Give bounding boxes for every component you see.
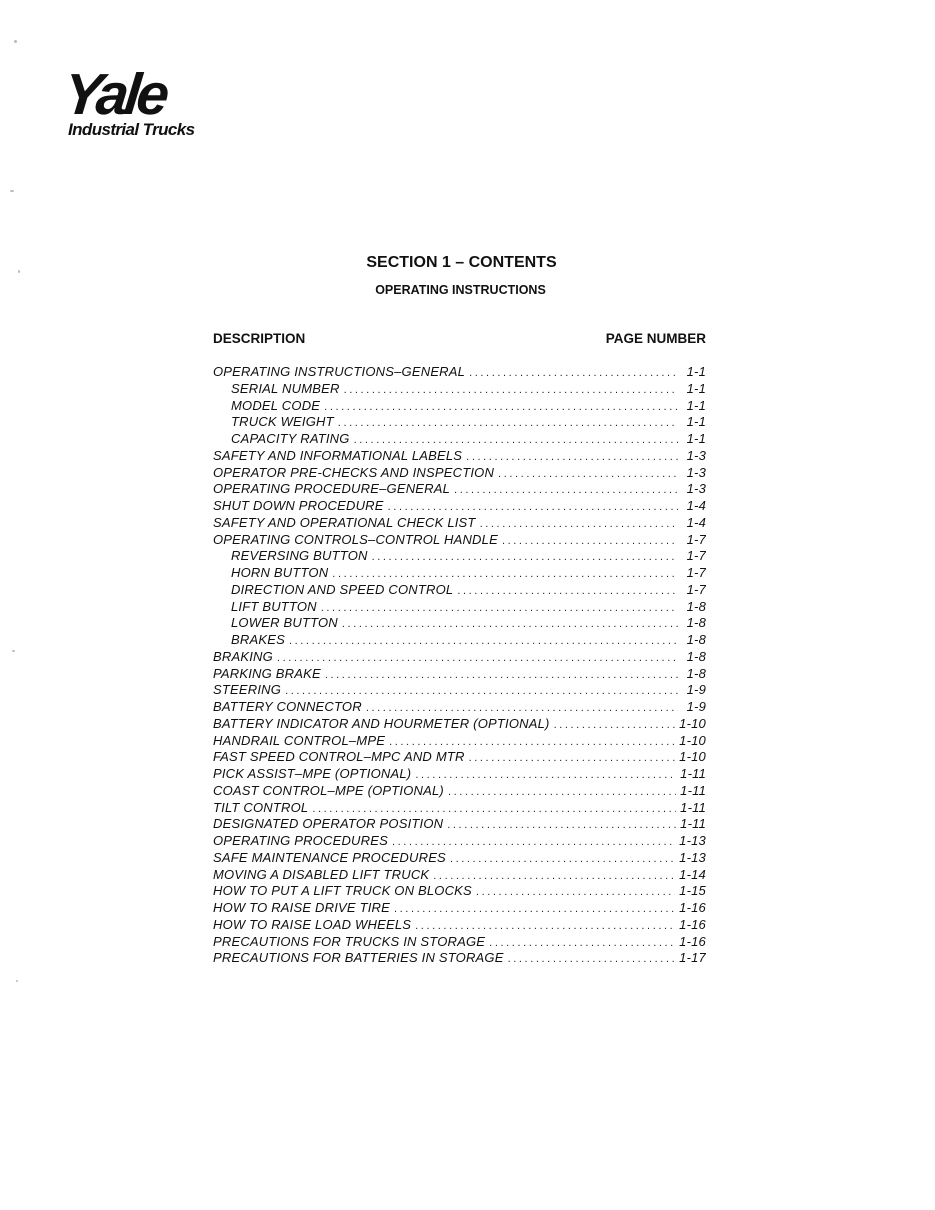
toc-entry-title: LIFT BUTTON xyxy=(231,598,317,614)
toc-entry xyxy=(213,381,706,398)
logo-brand: Yale xyxy=(60,62,169,127)
toc-dot-leader xyxy=(388,499,678,515)
scan-speck xyxy=(14,40,17,43)
toc-dot-leader xyxy=(338,415,678,431)
toc-entry xyxy=(213,599,706,616)
toc-entry-title: TILT CONTROL xyxy=(213,799,309,815)
toc-entry-page: 1-8 xyxy=(686,615,706,631)
toc-entry-title: OPERATOR PRE-CHECKS AND INSPECTION xyxy=(213,464,495,480)
toc-entry xyxy=(213,364,706,381)
toc-entry-page: 1-14 xyxy=(679,866,706,882)
toc-entry-title: PARKING BRAKE xyxy=(213,665,321,681)
toc-dot-leader xyxy=(433,868,675,884)
toc-entry-page: 1-7 xyxy=(686,548,706,564)
toc-entry xyxy=(213,448,706,465)
toc-entry xyxy=(213,515,706,532)
toc-entry-page: 1-13 xyxy=(679,849,706,865)
toc-entry-title: CAPACITY RATING xyxy=(231,431,350,446)
toc-dot-leader xyxy=(321,600,678,616)
toc-dot-leader xyxy=(354,432,678,448)
toc-entry-page: 1-9 xyxy=(686,682,706,698)
toc-entry-title: HORN BUTTON xyxy=(231,565,329,580)
toc-entry-page: 1-8 xyxy=(686,598,706,614)
toc-entry-page: 1-8 xyxy=(686,665,706,681)
toc-entry-page: 1-1 xyxy=(686,397,706,413)
toc-entry-title: BRAKING xyxy=(213,648,273,664)
toc-entry-title: BATTERY INDICATOR AND HOURMETER (OPTIONAL) xyxy=(213,715,550,731)
toc-entry xyxy=(213,950,706,967)
toc-entry-title: COAST CONTROL–MPE (OPTIONAL) xyxy=(213,782,444,798)
toc-entry xyxy=(213,867,706,884)
toc-dot-leader xyxy=(508,951,676,967)
toc-entry-page: 1-1 xyxy=(686,431,706,446)
page-number-column-header: PAGE NUMBER xyxy=(605,331,706,346)
toc-entry xyxy=(213,682,706,699)
toc-entry-page: 1-1 xyxy=(686,414,706,430)
toc-entry-page: 1-10 xyxy=(679,749,706,765)
toc-dot-leader xyxy=(502,533,678,549)
toc-dot-leader xyxy=(366,700,678,716)
toc-dot-leader xyxy=(415,918,675,934)
section-title-text: SECTION 1 – CONTENTS xyxy=(366,254,557,271)
toc-entry-title: SERIAL NUMBER xyxy=(231,380,340,396)
toc-entry xyxy=(213,816,706,833)
toc-entry-page: 1-11 xyxy=(680,816,706,832)
toc-entry-title: SHUT DOWN PROCEDURE xyxy=(213,498,384,513)
toc-entry xyxy=(213,481,706,498)
toc-entry-title: PRECAUTIONS FOR TRUCKS IN STORAGE xyxy=(213,933,486,949)
toc-entry xyxy=(213,615,706,632)
toc-entry-page: 1-7 xyxy=(686,565,706,580)
toc-entry-page: 1-8 xyxy=(686,648,706,664)
toc-entry-page: 1-16 xyxy=(679,900,706,915)
toc-dot-leader xyxy=(372,549,678,565)
toc-dot-leader xyxy=(325,667,678,683)
toc-dot-leader xyxy=(447,817,676,833)
toc-entry xyxy=(213,666,706,683)
toc-entry xyxy=(213,649,706,666)
toc-entry xyxy=(213,699,706,716)
toc-entry-title: TRUCK WEIGHT xyxy=(231,414,334,430)
toc-entry-page: 1-16 xyxy=(679,916,706,932)
toc-entry-title: BRAKES xyxy=(231,632,285,647)
toc-entry xyxy=(213,414,706,431)
toc-dot-leader xyxy=(332,566,678,582)
toc-entry-title: DIRECTION AND SPEED CONTROL xyxy=(231,581,454,597)
toc-entry-title: OPERATING PROCEDURE–GENERAL xyxy=(213,481,451,497)
toc-entry-title: DESIGNATED OPERATOR POSITION xyxy=(213,816,444,832)
toc-dot-leader xyxy=(469,750,676,766)
toc-entry-title: HOW TO RAISE LOAD WHEELS xyxy=(213,916,412,932)
toc-entry xyxy=(213,498,706,515)
toc-entry-title: STEERING xyxy=(213,682,282,698)
toc-entry-title: PICK ASSIST–MPE (OPTIONAL) xyxy=(213,766,412,781)
toc-entry-page: 1-11 xyxy=(680,766,706,781)
toc-entry-title: HOW TO RAISE DRIVE TIRE xyxy=(213,900,390,915)
toc-dot-leader xyxy=(554,717,676,733)
toc-entry xyxy=(213,733,706,750)
toc-entry-title: BATTERY CONNECTOR xyxy=(213,699,362,714)
toc-entry-title: PRECAUTIONS FOR BATTERIES IN STORAGE xyxy=(213,950,504,966)
toc-entry-title: FAST SPEED CONTROL–MPC AND MTR xyxy=(213,749,465,765)
toc-entry-title: HOW TO PUT A LIFT TRUCK ON BLOCKS xyxy=(213,883,472,899)
toc-entry-page: 1-11 xyxy=(680,782,706,798)
toc-entry xyxy=(213,465,706,482)
toc-entry-page: 1-1 xyxy=(686,364,706,379)
toc-entry xyxy=(213,900,706,917)
toc-entry xyxy=(213,565,706,582)
section-subtitle xyxy=(0,283,935,297)
toc-entry-page: 1-13 xyxy=(679,833,706,848)
toc-entry xyxy=(213,749,706,766)
scan-speck xyxy=(10,190,14,192)
toc-entry-title: SAFE MAINTENANCE PROCEDURES xyxy=(213,849,446,865)
toc-dot-leader xyxy=(289,633,678,649)
toc-dot-leader xyxy=(277,650,678,666)
section-subtitle-text: OPERATING INSTRUCTIONS xyxy=(375,283,546,297)
scan-speck xyxy=(16,980,18,982)
section-title xyxy=(0,254,935,272)
toc-entry-page: 1-17 xyxy=(679,950,706,966)
toc-entry-page: 1-4 xyxy=(686,498,706,513)
toc-entry xyxy=(213,783,706,800)
toc-dot-leader xyxy=(389,734,675,750)
toc-entry-page: 1-3 xyxy=(686,464,706,480)
toc-entry xyxy=(213,766,706,783)
toc-dot-leader xyxy=(469,365,678,381)
toc-entry xyxy=(213,934,706,951)
toc-entry xyxy=(213,632,706,649)
toc-entry-title: REVERSING BUTTON xyxy=(231,548,368,564)
toc-dot-leader xyxy=(342,616,678,632)
toc-entry-title: OPERATING CONTROLS–CONTROL HANDLE xyxy=(213,531,498,547)
toc-dot-leader xyxy=(450,851,675,867)
toc-entry-title: OPERATING PROCEDURES xyxy=(213,833,388,848)
toc-entry xyxy=(213,548,706,565)
toc-dot-leader xyxy=(489,935,675,951)
toc-dot-leader xyxy=(457,583,678,599)
scan-speck xyxy=(12,650,15,652)
toc-entry-page: 1-4 xyxy=(686,514,706,530)
toc-dot-leader xyxy=(480,516,678,532)
yale-logo xyxy=(60,62,195,140)
toc-entry-page: 1-7 xyxy=(686,531,706,547)
table-of-contents xyxy=(213,364,706,967)
toc-entry xyxy=(213,850,706,867)
toc-entry-title: HANDRAIL CONTROL–MPE xyxy=(213,732,386,748)
toc-entry-page: 1-7 xyxy=(686,581,706,597)
description-column-header: DESCRIPTION xyxy=(213,331,306,346)
toc-dot-leader xyxy=(392,834,675,850)
toc-entry xyxy=(213,398,706,415)
toc-dot-leader xyxy=(466,449,678,465)
toc-entry-page: 1-10 xyxy=(679,715,706,731)
toc-entry-page: 1-9 xyxy=(686,699,706,714)
toc-dot-leader xyxy=(448,784,676,800)
toc-entry xyxy=(213,883,706,900)
scan-speck xyxy=(18,270,20,273)
toc-entry-title: MOVING A DISABLED LIFT TRUCK xyxy=(213,866,430,882)
toc-entry-page: 1-15 xyxy=(679,883,706,899)
toc-entry-page: 1-11 xyxy=(680,799,706,815)
toc-entry-title: OPERATING INSTRUCTIONS–GENERAL xyxy=(213,364,466,379)
toc-entry-title: SAFETY AND INFORMATIONAL LABELS xyxy=(213,447,463,463)
toc-dot-leader xyxy=(344,382,678,398)
toc-dot-leader xyxy=(324,399,678,415)
toc-entry-page: 1-8 xyxy=(686,632,706,647)
toc-dot-leader xyxy=(476,884,675,900)
toc-entry-page: 1-10 xyxy=(679,732,706,748)
toc-dot-leader xyxy=(312,801,676,817)
toc-entry-page: 1-3 xyxy=(686,481,706,497)
toc-entry xyxy=(213,582,706,599)
toc-entry-page: 1-1 xyxy=(686,380,706,396)
toc-entry xyxy=(213,532,706,549)
toc-dot-leader xyxy=(454,482,678,498)
toc-entry-page: 1-16 xyxy=(679,933,706,949)
toc-entry-title: LOWER BUTTON xyxy=(231,615,338,631)
toc-entry xyxy=(213,917,706,934)
toc-dot-leader xyxy=(498,466,678,482)
toc-entry xyxy=(213,833,706,850)
toc-entry xyxy=(213,431,706,448)
toc-entry-title: SAFETY AND OPERATIONAL CHECK LIST xyxy=(213,514,476,530)
toc-entry xyxy=(213,800,706,817)
logo-tagline: Industrial Trucks xyxy=(68,120,195,139)
toc-dot-leader xyxy=(415,767,676,783)
toc-entry-title: MODEL CODE xyxy=(231,397,321,413)
toc-dot-leader xyxy=(394,901,675,917)
toc-entry xyxy=(213,716,706,733)
toc-dot-leader xyxy=(285,683,678,699)
toc-entry-page: 1-3 xyxy=(686,447,706,463)
